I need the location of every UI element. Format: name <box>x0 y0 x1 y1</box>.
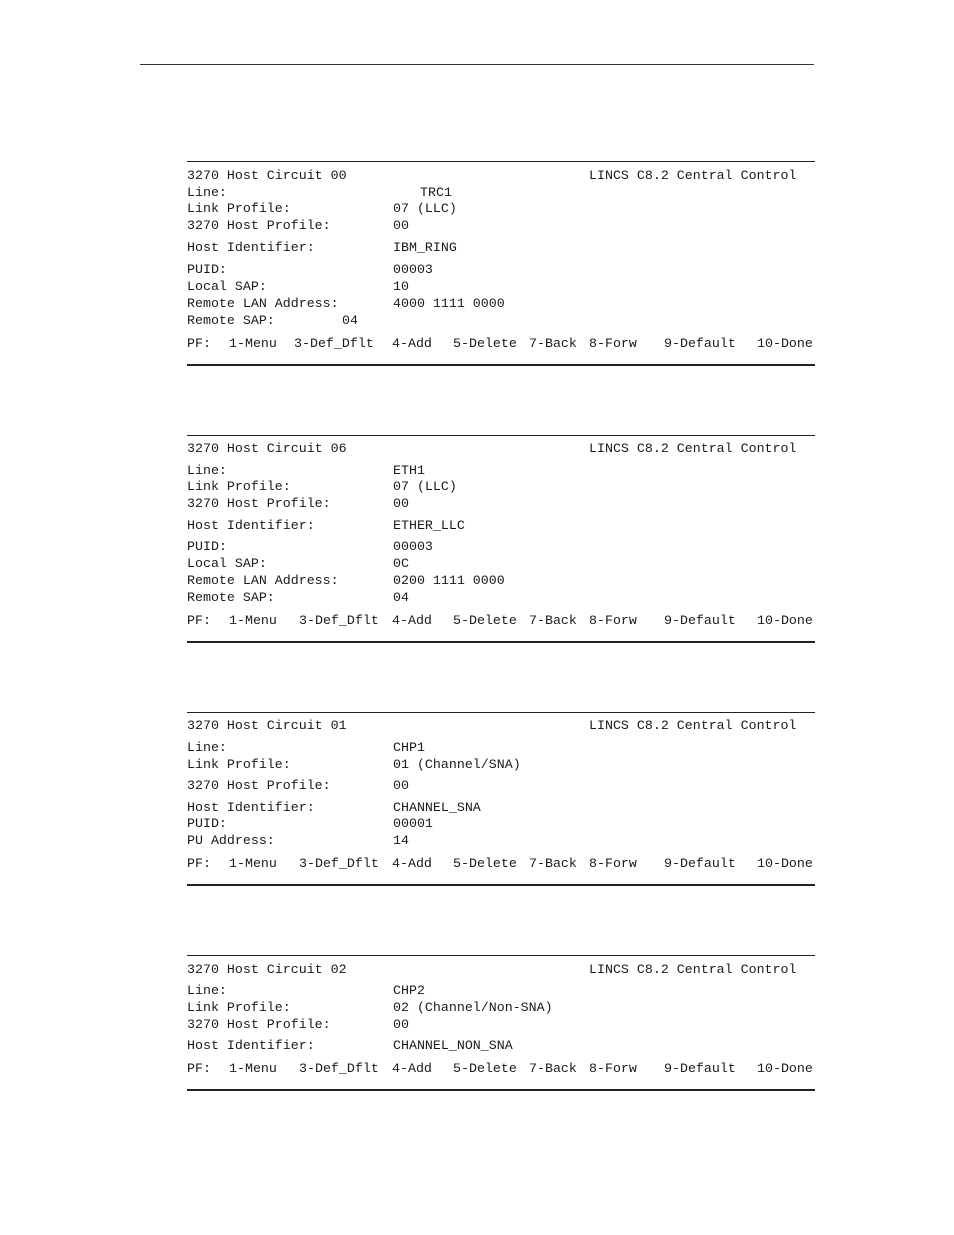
label-host-identifier: Host Identifier: <box>187 800 315 815</box>
screen-host-circuit-02 <box>187 955 815 1091</box>
pf-prefix: PF: <box>187 856 211 871</box>
value-puid: 00003 <box>393 539 433 554</box>
pf-done[interactable]: 10-Done <box>757 856 813 871</box>
value-line: CHP2 <box>393 983 425 998</box>
label-host-identifier: Host Identifier: <box>187 518 315 533</box>
screen-header-right: LINCS C8.2 Central Control <box>589 718 797 733</box>
label-local-sap: Local SAP: <box>187 279 267 294</box>
label-host-profile: 3270 Host Profile: <box>187 218 331 233</box>
screen-title: 3270 Host Circuit 00 <box>187 168 347 183</box>
label-puid: PUID: <box>187 539 227 554</box>
label-host-profile: 3270 Host Profile: <box>187 778 331 793</box>
screen-host-circuit-01 <box>187 712 815 886</box>
pf-delete[interactable]: 5-Delete <box>453 336 517 351</box>
pf-forw[interactable]: 8-Forw <box>589 336 637 351</box>
value-local-sap: 10 <box>393 279 409 294</box>
screen-host-circuit-00 <box>187 161 815 366</box>
pf-forw[interactable]: 8-Forw <box>589 856 637 871</box>
value-host-identifier: ETHER_LLC <box>393 518 465 533</box>
pf-forw[interactable]: 8-Forw <box>589 613 637 628</box>
screen-header-right: LINCS C8.2 Central Control <box>589 168 797 183</box>
value-host-identifier: IBM_RING <box>393 240 457 255</box>
value-line: TRC1 <box>420 185 452 200</box>
value-link-profile: 02 (Channel/Non-SNA) <box>393 1000 553 1015</box>
value-host-profile: 00 <box>393 218 409 233</box>
value-host-profile: 00 <box>393 1017 409 1032</box>
label-link-profile: Link Profile: <box>187 757 291 772</box>
label-remote-sap: Remote SAP: <box>187 590 275 605</box>
value-remote-lan-address: 4000 1111 0000 <box>393 296 505 311</box>
pf-delete[interactable]: 5-Delete <box>453 1061 517 1076</box>
pf-menu[interactable]: 1-Menu <box>229 856 277 871</box>
label-host-profile: 3270 Host Profile: <box>187 1017 331 1032</box>
label-pu-address: PU Address: <box>187 833 275 848</box>
label-host-identifier: Host Identifier: <box>187 1038 315 1053</box>
value-local-sap: 0C <box>393 556 409 571</box>
label-puid: PUID: <box>187 816 227 831</box>
value-remote-lan-address: 0200 1111 0000 <box>393 573 505 588</box>
pf-back[interactable]: 7-Back <box>529 336 577 351</box>
pf-default[interactable]: 9-Default <box>664 336 736 351</box>
value-link-profile: 01 (Channel/SNA) <box>393 757 521 772</box>
value-line: ETH1 <box>393 463 425 478</box>
pf-back[interactable]: 7-Back <box>529 613 577 628</box>
label-line: Line: <box>187 740 227 755</box>
label-remote-lan-address: Remote LAN Address: <box>187 573 339 588</box>
value-remote-sap: 04 <box>342 313 358 328</box>
value-link-profile: 07 (LLC) <box>393 201 457 216</box>
value-puid: 00003 <box>393 262 433 277</box>
pf-back[interactable]: 7-Back <box>529 1061 577 1076</box>
label-remote-sap: Remote SAP: <box>187 313 275 328</box>
pf-forw[interactable]: 8-Forw <box>589 1061 637 1076</box>
screen-title: 3270 Host Circuit 06 <box>187 441 347 456</box>
pf-add[interactable]: 4-Add <box>392 856 432 871</box>
value-link-profile: 07 (LLC) <box>393 479 457 494</box>
value-line: CHP1 <box>393 740 425 755</box>
screen-title: 3270 Host Circuit 01 <box>187 718 347 733</box>
pf-default[interactable]: 9-Default <box>664 1061 736 1076</box>
pf-prefix: PF: <box>187 1061 211 1076</box>
value-host-identifier: CHANNEL_SNA <box>393 800 481 815</box>
label-host-identifier: Host Identifier: <box>187 240 315 255</box>
screen-title: 3270 Host Circuit 02 <box>187 962 347 977</box>
pf-add[interactable]: 4-Add <box>392 1061 432 1076</box>
label-link-profile: Link Profile: <box>187 1000 291 1015</box>
screen-header-right: LINCS C8.2 Central Control <box>589 962 797 977</box>
pf-prefix: PF: <box>187 613 211 628</box>
pf-def-dflt[interactable]: 3-Def_Dflt <box>294 336 374 351</box>
value-host-profile: 00 <box>393 778 409 793</box>
pf-default[interactable]: 9-Default <box>664 856 736 871</box>
value-puid: 00001 <box>393 816 433 831</box>
label-line: Line: <box>187 463 227 478</box>
pf-add[interactable]: 4-Add <box>392 613 432 628</box>
pf-menu[interactable]: 1-Menu <box>229 336 277 351</box>
pf-def-dflt[interactable]: 3-Def_Dflt <box>299 613 379 628</box>
pf-default[interactable]: 9-Default <box>664 613 736 628</box>
pf-add[interactable]: 4-Add <box>392 336 432 351</box>
label-link-profile: Link Profile: <box>187 201 291 216</box>
pf-def-dflt[interactable]: 3-Def_Dflt <box>299 1061 379 1076</box>
value-pu-address: 14 <box>393 833 409 848</box>
label-host-profile: 3270 Host Profile: <box>187 496 331 511</box>
pf-done[interactable]: 10-Done <box>757 1061 813 1076</box>
pf-key-bar <box>187 1061 813 1226</box>
pf-def-dflt[interactable]: 3-Def_Dflt <box>299 856 379 871</box>
pf-prefix: PF: <box>187 336 211 351</box>
label-line: Line: <box>187 983 227 998</box>
label-line: Line: <box>187 185 227 200</box>
pf-delete[interactable]: 5-Delete <box>453 613 517 628</box>
label-link-profile: Link Profile: <box>187 479 291 494</box>
value-remote-sap: 04 <box>393 590 409 605</box>
screen-header-right: LINCS C8.2 Central Control <box>589 441 797 456</box>
label-local-sap: Local SAP: <box>187 556 267 571</box>
pf-done[interactable]: 10-Done <box>757 613 813 628</box>
page-top-rule <box>140 64 814 65</box>
pf-menu[interactable]: 1-Menu <box>229 1061 277 1076</box>
label-remote-lan-address: Remote LAN Address: <box>187 296 339 311</box>
screen-host-circuit-06 <box>187 435 815 643</box>
pf-menu[interactable]: 1-Menu <box>229 613 277 628</box>
value-host-identifier: CHANNEL_NON_SNA <box>393 1038 513 1053</box>
label-puid: PUID: <box>187 262 227 277</box>
pf-done[interactable]: 10-Done <box>757 336 813 351</box>
pf-delete[interactable]: 5-Delete <box>453 856 517 871</box>
pf-back[interactable]: 7-Back <box>529 856 577 871</box>
value-host-profile: 00 <box>393 496 409 511</box>
